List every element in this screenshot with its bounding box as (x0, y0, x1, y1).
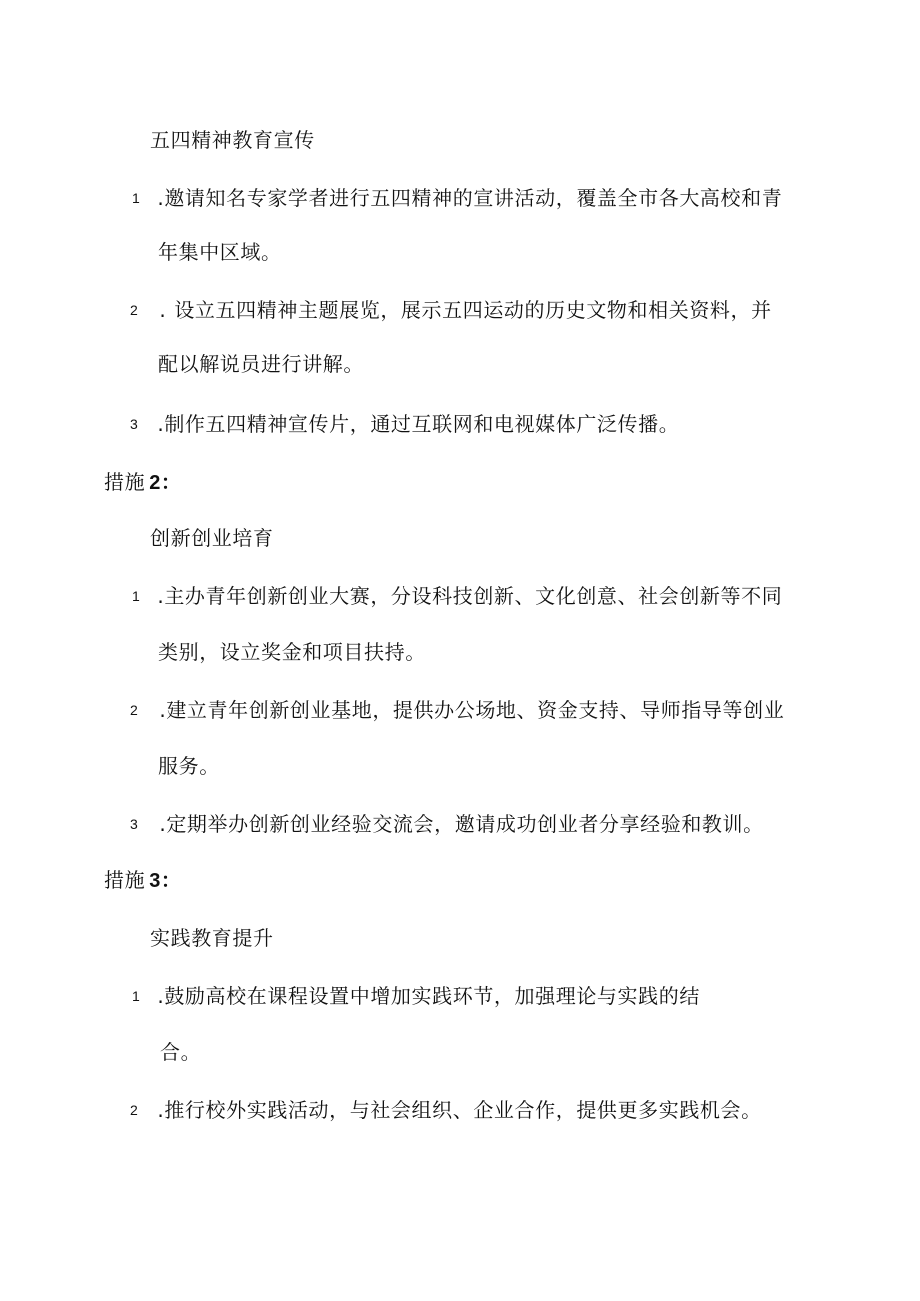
item-text: 主办青年创新创业大赛，分设科技创新、文化创意、社会创新等不同 (164, 584, 783, 608)
list-item (130, 298, 772, 322)
item-continuation: 年集中区域。 (158, 240, 282, 264)
item-continuation: 配以解说员进行讲解。 (158, 352, 364, 376)
item-separator: . (157, 984, 165, 1008)
list-item (132, 984, 700, 1008)
item-separator: . (159, 812, 167, 836)
item-text: 建立青年创新创业基地，提供办公场地、资金支持、导师指导等创业 (166, 698, 785, 722)
item-number: 1 (132, 588, 141, 604)
list-item (132, 186, 782, 210)
list-item (132, 584, 782, 608)
item-text: 推行校外实践活动，与社会组织、企业合作，提供更多实践机会。 (164, 1098, 762, 1122)
item-separator: . (157, 186, 165, 210)
measure-number: 3： (149, 870, 182, 892)
item-separator: . (159, 698, 167, 722)
measure-heading (104, 470, 182, 495)
list-item (130, 812, 764, 836)
item-continuation: 服务。 (158, 754, 220, 778)
list-item (130, 698, 784, 722)
item-text: 设立五四精神主题展览，展示五四运动的历史文物和相关资料，并 (174, 298, 772, 322)
measure-heading (104, 868, 182, 893)
item-separator: . (157, 1098, 165, 1122)
measure-number: 2： (149, 472, 182, 494)
section-subtitle: 五四精神教育宣传 (150, 128, 315, 152)
item-separator: . (159, 298, 167, 322)
item-text: 制作五四精神宣传片，通过互联网和电视媒体广泛传播。 (164, 412, 680, 436)
list-item (130, 412, 679, 436)
item-continuation: 合。 (160, 1040, 202, 1064)
item-number: 3 (130, 816, 139, 832)
list-item (130, 1098, 762, 1122)
item-number: 2 (130, 702, 139, 718)
item-number: 3 (130, 416, 139, 432)
section-subtitle: 实践教育提升 (150, 926, 274, 950)
item-continuation: 类别，设立奖金和项目扶持。 (158, 640, 426, 664)
item-number: 1 (132, 190, 141, 206)
item-number: 2 (130, 1102, 139, 1118)
item-number: 1 (132, 988, 141, 1004)
section-subtitle: 创新创业培育 (150, 526, 274, 550)
item-text: 邀请知名专家学者进行五四精神的宣讲活动，覆盖全市各大高校和青 (164, 186, 783, 210)
measure-label: 措施 (104, 868, 146, 892)
item-separator: . (157, 584, 165, 608)
item-text: 鼓励高校在课程设置中增加实践环节，加强理论与实践的结 (164, 984, 700, 1008)
item-separator: . (157, 412, 165, 436)
item-text: 定期举办创新创业经验交流会，邀请成功创业者分享经验和教训。 (166, 812, 764, 836)
item-number: 2 (130, 302, 139, 318)
measure-label: 措施 (104, 470, 146, 494)
